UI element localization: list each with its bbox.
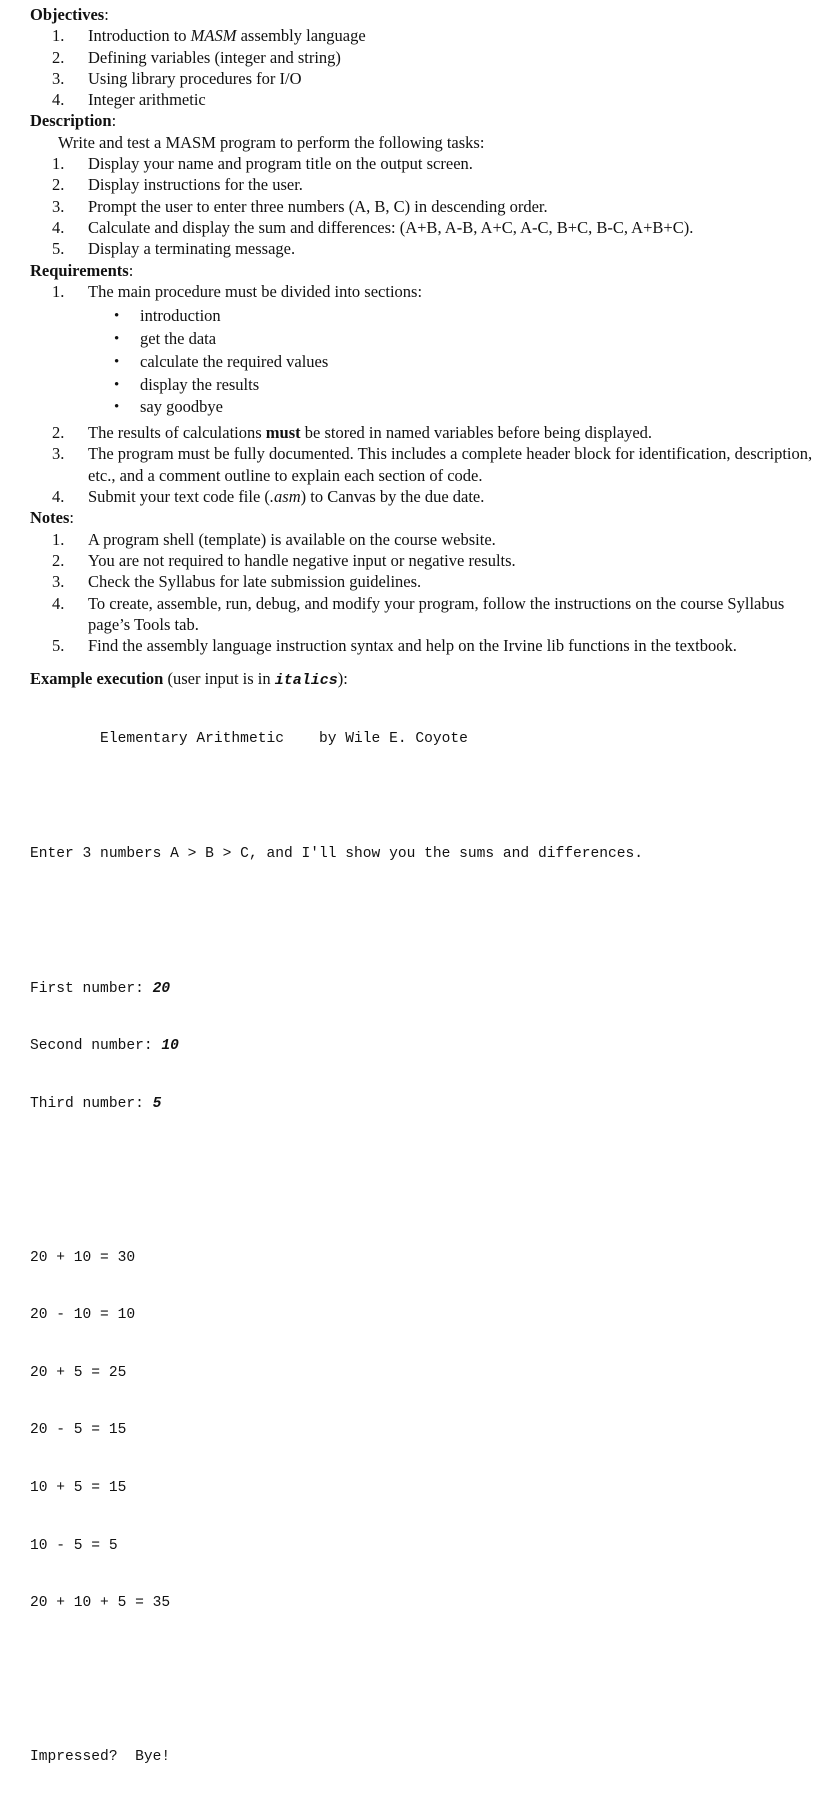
heading-colon: : xyxy=(104,5,109,24)
list-marker: 4. xyxy=(52,487,65,507)
list-marker: 1. xyxy=(52,281,65,301)
console-prompt-line xyxy=(30,980,820,999)
list-item xyxy=(30,593,820,636)
list-marker: 5. xyxy=(52,636,65,656)
console-blank-line xyxy=(30,788,820,807)
bullet-icon: • xyxy=(114,376,120,393)
console-title-line: Elementary Arithmetic by Wile E. Coyote xyxy=(30,731,468,748)
list-item xyxy=(30,351,820,374)
list-marker: 3. xyxy=(52,68,65,88)
list-item-text: You are not required to handle negative input or negative results. xyxy=(88,550,516,570)
list-item xyxy=(30,571,820,592)
prompt-value: 10 xyxy=(161,1038,179,1055)
list-item-text: Integer arithmetic xyxy=(88,90,206,110)
console-result-line: 20 + 10 + 5 = 35 xyxy=(30,1595,171,1612)
list-item xyxy=(30,443,820,486)
console-blank-line xyxy=(30,903,820,922)
list-item xyxy=(30,328,820,351)
heading-text: Objectives xyxy=(30,5,105,24)
heading-note-suffix: ): xyxy=(337,669,348,689)
console-result-line: 10 + 5 = 15 xyxy=(30,1480,127,1497)
requirements-sections-bullets xyxy=(30,305,820,419)
list-item xyxy=(30,25,820,46)
section-heading-notes xyxy=(30,507,820,528)
list-item xyxy=(30,374,820,397)
console-blank-line xyxy=(30,1172,820,1191)
list-item-text: Display instructions for the user. xyxy=(88,175,303,195)
list-marker: 3. xyxy=(52,572,65,592)
list-item-text: Submit your text code file (.asm) to Canvas by the due date. xyxy=(88,487,485,507)
console-blank-line xyxy=(30,1671,820,1690)
list-item xyxy=(30,635,820,656)
section-heading-description xyxy=(30,110,820,131)
bullet-icon: • xyxy=(114,308,120,325)
list-item-text: The results of calculations must be stored in named variables before being displayed. xyxy=(88,423,653,443)
list-item xyxy=(30,422,820,443)
console-prompt-line xyxy=(30,1037,820,1056)
prompt-value: 5 xyxy=(152,1095,162,1112)
emphasis-asm: .asm xyxy=(269,487,301,507)
list-item xyxy=(30,196,820,217)
heading-note-prefix: (user input is in xyxy=(163,669,275,689)
emphasis-masm: MASM xyxy=(190,26,237,46)
bullet-text: display the results xyxy=(140,374,260,394)
console-result-line: 20 + 10 = 30 xyxy=(30,1249,136,1266)
list-marker: 4. xyxy=(52,90,65,110)
console-result-line: 20 - 10 = 10 xyxy=(30,1307,136,1324)
list-item-text: Find the assembly language instruction syntax and help on the Irvine lib functions in the textbook. xyxy=(88,636,737,656)
bullet-text: get the data xyxy=(140,328,217,348)
list-marker: 3. xyxy=(52,196,65,216)
heading-text: Description xyxy=(30,111,112,131)
list-item xyxy=(30,174,820,195)
list-item xyxy=(30,238,820,259)
list-marker: 4. xyxy=(52,217,65,237)
section-heading-objectives xyxy=(30,4,820,25)
list-marker: 2. xyxy=(52,175,65,195)
console-prompt-line xyxy=(30,1095,820,1114)
list-marker: 3. xyxy=(52,444,65,464)
console-output xyxy=(30,692,820,1805)
list-marker: 5. xyxy=(52,239,65,259)
list-item-text: A program shell (template) is available on the course website. xyxy=(88,529,496,549)
heading-text: Example execution xyxy=(30,669,164,689)
heading-note-italics: italics xyxy=(274,672,338,690)
bullet-text: calculate the required values xyxy=(140,351,329,371)
list-item-text: The main procedure must be divided into sections: xyxy=(88,281,423,301)
section-heading-requirements xyxy=(30,260,820,281)
console-result-line: 20 - 5 = 15 xyxy=(30,1422,127,1439)
objectives-list xyxy=(30,25,820,110)
list-item xyxy=(30,89,820,110)
list-marker: 1. xyxy=(52,529,65,549)
list-item-text: Calculate and display the sum and differences: (A+B, A-B, A+C, A-C, B+C, B-C, A+B+C). xyxy=(88,217,694,237)
bullet-text: introduction xyxy=(140,306,221,326)
bullet-icon: • xyxy=(114,399,120,416)
bullet-icon: • xyxy=(114,353,120,370)
list-marker: 2. xyxy=(52,423,65,443)
list-item xyxy=(30,396,820,419)
bullet-text: say goodbye xyxy=(140,397,223,417)
list-item-text: The program must be fully documented. This includes a complete header block for identification, description, etc., and a comment outline to explain each section of code. xyxy=(88,444,813,485)
prompt-label: Second number: xyxy=(30,1038,162,1055)
requirements-list xyxy=(30,281,820,302)
list-item-text: Display your name and program title on the output screen. xyxy=(88,154,473,174)
console-instruction-line: Enter 3 numbers A > B > C, and I'll show you the sums and differences. xyxy=(30,846,644,863)
requirements-list-continued xyxy=(30,422,820,507)
list-item xyxy=(30,529,820,550)
description-list xyxy=(30,153,820,259)
console-farewell-line: Impressed? Bye! xyxy=(30,1748,171,1765)
list-marker: 1. xyxy=(52,26,65,46)
list-item-text: To create, assemble, run, debug, and modify your program, follow the instructions on the course Syllabus page’s Tools tab. xyxy=(88,593,785,634)
list-item xyxy=(30,217,820,238)
list-item xyxy=(30,486,820,507)
notes-list xyxy=(30,529,820,657)
list-item-text: Display a terminating message. xyxy=(88,239,296,259)
list-item-text: Introduction to MASM assembly language xyxy=(88,26,366,46)
document-body xyxy=(30,4,820,1805)
list-item xyxy=(30,68,820,89)
list-item xyxy=(30,153,820,174)
list-marker: 2. xyxy=(52,550,65,570)
prompt-value: 20 xyxy=(152,980,171,997)
heading-text: Requirements xyxy=(30,260,129,280)
list-item-text: Check the Syllabus for late submission guidelines. xyxy=(88,572,422,592)
list-item xyxy=(30,47,820,68)
description-lead: Write and test a MASM program to perform the following tasks: xyxy=(58,132,485,152)
console-result-line: 10 - 5 = 5 xyxy=(30,1537,118,1554)
bullet-icon: • xyxy=(114,330,120,347)
list-marker: 4. xyxy=(52,593,65,613)
list-item-text: Prompt the user to enter three numbers (A, B, C) in descending order. xyxy=(88,196,548,216)
list-marker: 1. xyxy=(52,154,65,174)
console-result-line: 20 + 5 = 25 xyxy=(30,1364,127,1381)
emphasis-must: must xyxy=(265,423,301,443)
prompt-label: First number: xyxy=(30,980,153,997)
list-item xyxy=(30,550,820,571)
list-item xyxy=(30,305,820,328)
list-marker: 2. xyxy=(52,47,65,67)
heading-colon: : xyxy=(69,508,74,528)
example-execution-heading xyxy=(30,668,820,691)
list-item-text: Using library procedures for I/O xyxy=(88,68,302,88)
prompt-label: Third number: xyxy=(30,1095,153,1112)
list-item xyxy=(30,281,820,302)
list-item-text: Defining variables (integer and string) xyxy=(88,47,341,67)
heading-colon: : xyxy=(111,111,117,131)
heading-text: Notes xyxy=(30,508,70,528)
heading-colon: : xyxy=(128,260,134,280)
spacer xyxy=(30,656,820,668)
